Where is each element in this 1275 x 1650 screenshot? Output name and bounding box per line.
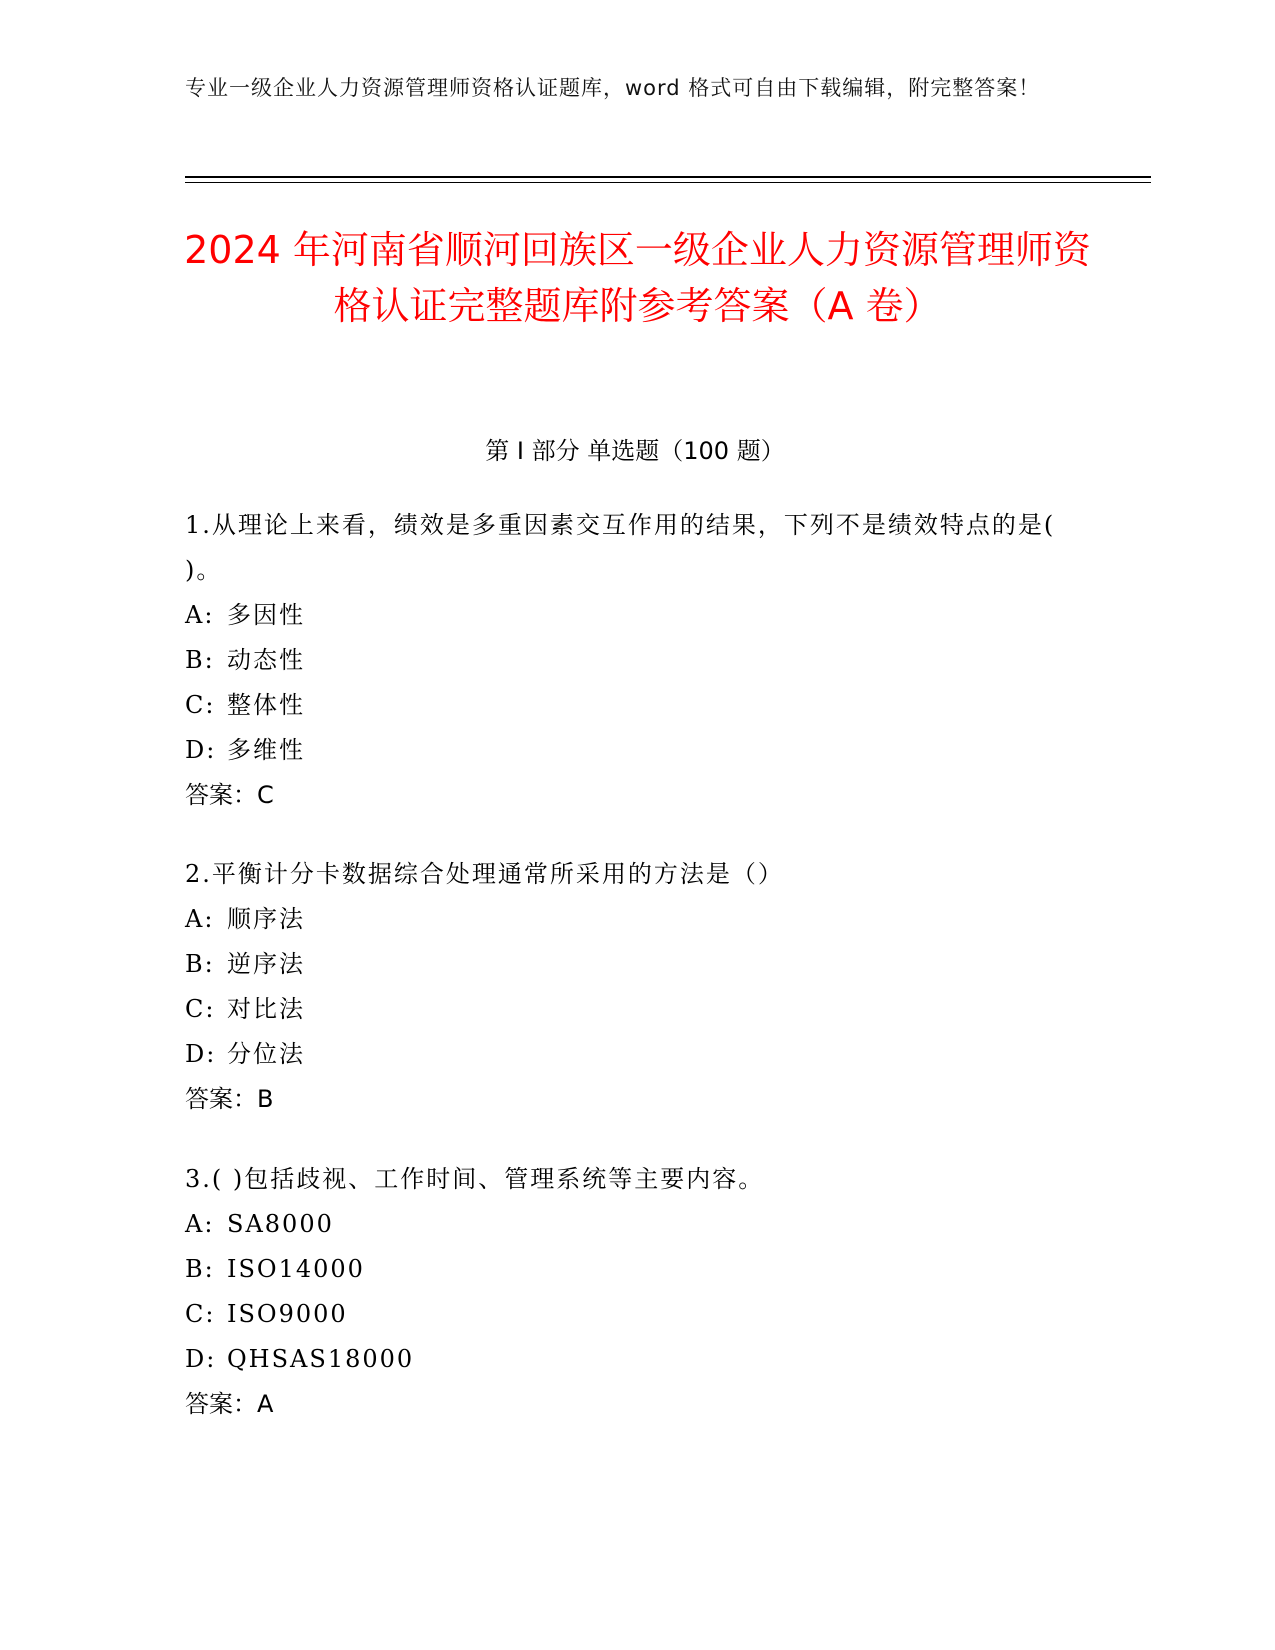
option-letter: C:: [185, 995, 216, 1023]
option-c: [185, 683, 1065, 728]
option-a: [185, 1202, 1065, 1247]
header-divider-thin: [185, 182, 1151, 183]
option-letter: A:: [185, 601, 215, 629]
option-letter: A:: [185, 1210, 215, 1238]
header-note: 专业一级企业人力资源管理师资格认证题库，word 格式可自由下载编辑，附完整答案！: [185, 76, 1041, 100]
option-letter: C:: [185, 691, 216, 719]
question-2: [185, 852, 1065, 1122]
option-text: QHSAS18000: [227, 1345, 415, 1373]
option-letter: D:: [185, 736, 217, 764]
option-text: 动态性: [227, 646, 305, 674]
option-text: SA8000: [227, 1210, 334, 1238]
option-text: ISO14000: [227, 1255, 365, 1283]
document-title: 2024 年河南省顺河回族区一级企业人力资源管理师资格认证完整题库附参考答案（A 卷）: [184, 228, 1091, 328]
option-d: [185, 1032, 1065, 1077]
answer-line: 答案：B: [185, 1085, 274, 1113]
option-letter: B:: [185, 950, 215, 978]
option-c: [185, 1292, 1065, 1337]
question-stem: 1.从理论上来看，绩效是多重因素交互作用的结果，下列不是绩效特点的是( )。: [185, 511, 1056, 584]
option-text: 对比法: [227, 995, 305, 1023]
option-letter: B:: [185, 646, 215, 674]
option-letter: A:: [185, 905, 215, 933]
option-text: 整体性: [227, 691, 305, 719]
option-b: [185, 942, 1065, 987]
option-letter: B:: [185, 1255, 215, 1283]
header-divider-thick: [185, 176, 1151, 178]
option-d: [185, 728, 1065, 773]
option-text: 逆序法: [227, 950, 305, 978]
option-b: [185, 638, 1065, 683]
option-text: 顺序法: [227, 905, 305, 933]
answer-line: 答案：C: [185, 781, 274, 809]
option-a: [185, 897, 1065, 942]
option-text: 多维性: [227, 736, 305, 764]
option-a: [185, 593, 1065, 638]
option-text: 分位法: [227, 1040, 305, 1068]
question-stem: 2.平衡计分卡数据综合处理通常所采用的方法是（）: [185, 860, 784, 888]
option-letter: D:: [185, 1040, 217, 1068]
answer-line: 答案：A: [185, 1390, 274, 1418]
option-d: [185, 1337, 1065, 1382]
option-c: [185, 987, 1065, 1032]
option-b: [185, 1247, 1065, 1292]
section-heading: 第 I 部分 单选题（100 题）: [485, 437, 785, 465]
question-1: [185, 503, 1065, 818]
option-letter: C:: [185, 1300, 216, 1328]
option-text: 多因性: [227, 601, 305, 629]
question-stem: 3.( )包括歧视、工作时间、管理系统等主要内容。: [185, 1165, 765, 1193]
option-letter: D:: [185, 1345, 217, 1373]
question-3: [185, 1157, 1065, 1427]
option-text: ISO9000: [227, 1300, 348, 1328]
